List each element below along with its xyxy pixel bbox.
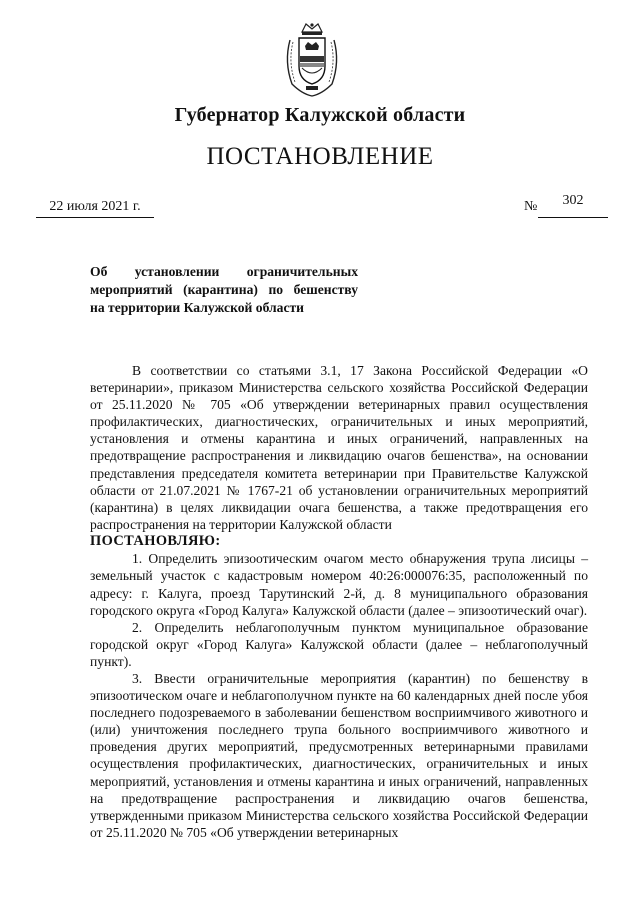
- number-sign: №: [524, 199, 538, 214]
- document-type: ПОСТАНОВЛЕНИЕ: [206, 143, 434, 170]
- item-paragraph-2: 2. Определить неблагополучным пунктом муниципальное образование городской округ «Город Калуга» Калужской области (далее – неблагополучный пункт).: [90, 619, 588, 669]
- subject-line: Об установлении ограничительных: [90, 264, 358, 279]
- document-body: [90, 362, 588, 841]
- document-date: 22 июля 2021 г.: [36, 199, 154, 218]
- coat-of-arms-icon: [282, 22, 342, 98]
- document-number: 302: [538, 193, 608, 218]
- preamble-paragraph: В соответствии со статьями 3.1, 17 Закона Российской Федерации «О ветеринарии», приказом Министерства сельского хозяйства Российской Федерации от 25.11.2020 № 705 «Об утверждении ветеринарных правил осуществления профилактических, диагностических, ограничительных и иных мероприятий, установления и отмены карантина и иных ограничений, направленных на предотвращение распространения и ликвидацию очагов бешенства», на основании представления председателя комитета ветеринарии при Правительстве Калужской области от 21.07.2021 № 1767-21 об установлении ограничительных мероприятий (карантина) в целях ликвидации очага бешенства, а также предотвращения его распространения на территории Калужской области: [90, 363, 588, 532]
- item-paragraph-1: 1. Определить эпизоотическим очагом место обнаружения трупа лисицы – земельный участок с кадастровым номером 40:26:000076:35, расположенный по адресу: г. Калуга, проезд Тарутинский 2-й, д. 8 муниципального образования городского округа «Город Калуга» Калужской области (далее – эпизоотический очаг).: [90, 551, 588, 618]
- order-heading: ПОСТАНОВЛЯЮ:: [90, 532, 221, 549]
- subject-line: на территории Калужской области: [90, 300, 304, 315]
- issuer-title: Губернатор Калужской области: [174, 104, 466, 126]
- item-paragraph-3: 3. Ввести ограничительные мероприятия (карантин) по бешенству в эпизоотическом очаге и неблагополучном пункте на 60 календарных дней после убоя последнего подозреваемого в заболевании бешенством восприимчивого животного и (или) уничтожения последнего трупа больного восприимчивого животного и проведения других мероприятий, предусмотренных ветеринарными правилами осуществления профилактических, диагностических, ограничительных и иных мероприятий, установления и отмены карантина и иных ограничений, направленных на предотвращение распространения и ликвидацию очагов бешенства, утвержденными приказом Министерства сельского хозяйства Российской Федерации от 25.11.2020 № 705 «Об утверждении ветеринарных: [90, 671, 588, 840]
- document-subject: [90, 263, 358, 317]
- subject-line: мероприятий (карантина) по бешенству: [90, 282, 358, 297]
